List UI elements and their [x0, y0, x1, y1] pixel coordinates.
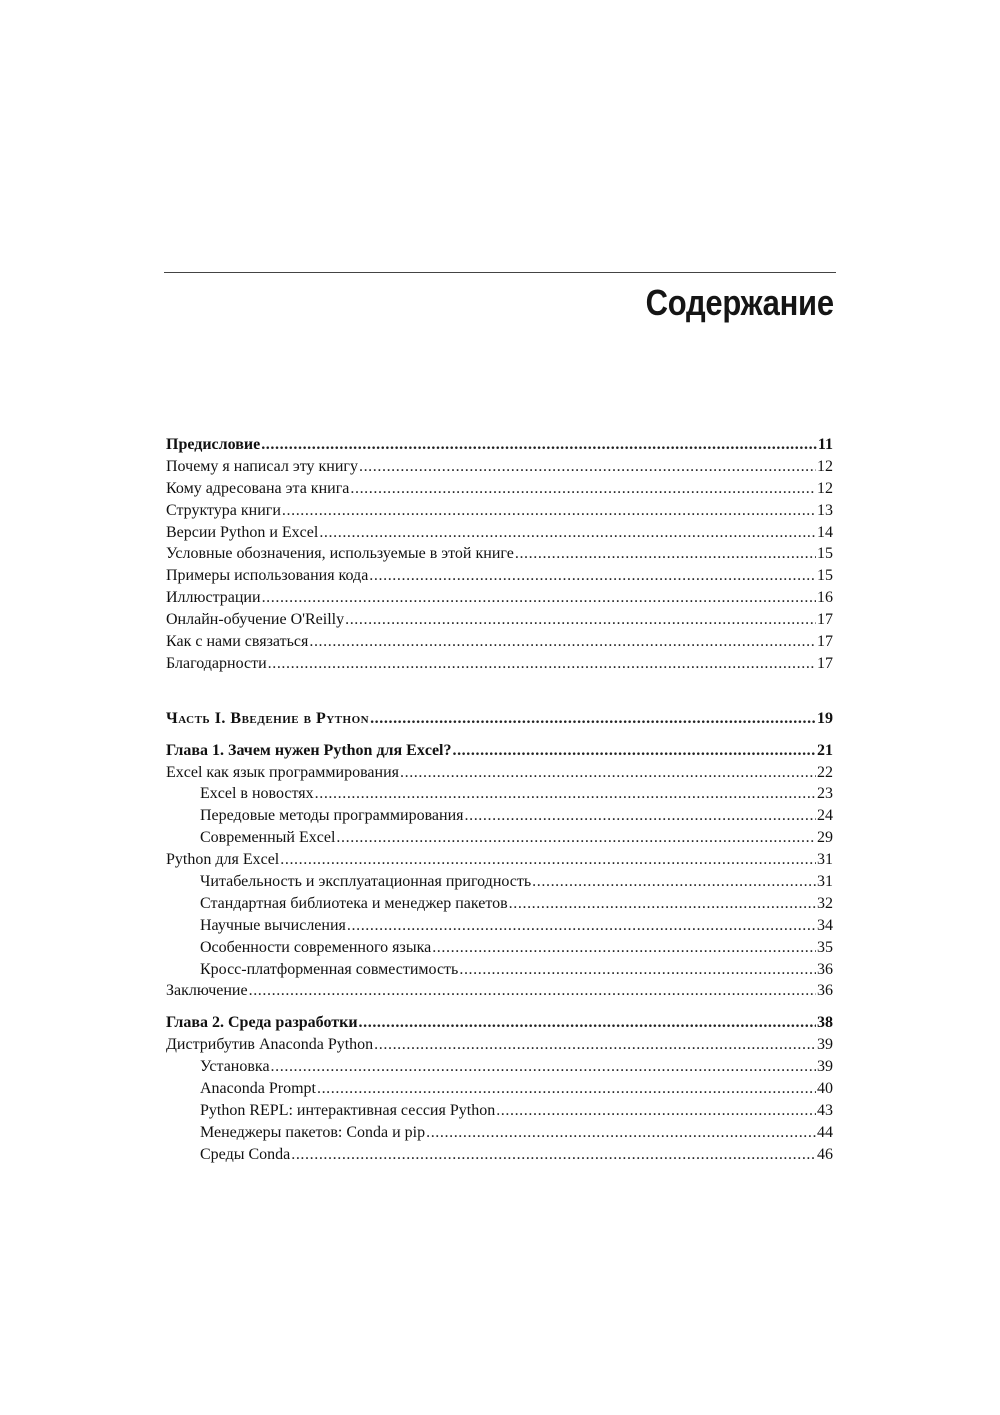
toc-entry-label: Глава 1. Зачем нужен Python для Excel? — [166, 741, 452, 759]
dot-leader — [262, 587, 816, 609]
dot-leader — [317, 1078, 816, 1100]
dot-leader — [374, 1034, 816, 1056]
toc-entry-label: Кому адресована эта книга — [166, 479, 350, 497]
spacer — [166, 675, 833, 708]
toc-entry-page: 15 — [817, 567, 833, 585]
dot-leader — [345, 609, 816, 631]
toc-entry-part-1[interactable] — [166, 708, 833, 730]
toc-entry-label: Excel как язык программирования — [166, 763, 399, 781]
page-title: Содержание — [645, 282, 834, 323]
toc-entry-preface[interactable] — [166, 434, 833, 456]
toc-entry[interactable] — [166, 1034, 833, 1056]
dot-leader — [347, 915, 816, 937]
toc-entry-label: Научные вычисления — [200, 916, 346, 934]
toc-entry-chapter-1[interactable] — [166, 740, 833, 762]
dot-leader — [400, 762, 816, 784]
toc-entry-page: 16 — [817, 589, 833, 607]
dot-leader — [532, 871, 816, 893]
toc-subentry[interactable] — [166, 1122, 833, 1144]
dot-leader — [359, 1012, 816, 1034]
toc-entry-label: Современный Excel — [200, 829, 336, 847]
toc-entry-label: Иллюстрации — [166, 589, 261, 607]
toc-entry-label: Как с нами связаться — [166, 633, 309, 651]
toc-subentry[interactable] — [166, 959, 833, 981]
header-rule — [164, 272, 836, 273]
toc-entry[interactable] — [166, 762, 833, 784]
toc-entry-page: 19 — [817, 709, 833, 727]
toc-entry-page: 39 — [817, 1058, 833, 1076]
dot-leader — [350, 478, 816, 500]
dot-leader — [319, 522, 816, 544]
toc-subentry[interactable] — [166, 827, 833, 849]
dot-leader — [459, 959, 816, 981]
dot-leader — [452, 740, 816, 762]
toc-entry[interactable] — [166, 980, 833, 1002]
toc-entry-page: 17 — [817, 611, 833, 629]
toc-entry-label: Онлайн-обучение O'Reilly — [166, 611, 345, 629]
dot-leader — [336, 827, 816, 849]
toc-entry[interactable] — [166, 609, 833, 631]
toc-entry-label: Читабельность и эксплуатационная пригодность — [200, 873, 532, 891]
toc-entry[interactable] — [166, 653, 833, 675]
toc-entry-page: 38 — [817, 1014, 833, 1032]
toc-subentry[interactable] — [166, 893, 833, 915]
toc-entry[interactable] — [166, 456, 833, 478]
spacer — [166, 1002, 833, 1012]
toc-entry-label: Особенности современного языка — [200, 938, 432, 956]
toc-entry-label: Предисловие — [166, 436, 261, 453]
toc-entry-label: Anaconda Prompt — [200, 1080, 316, 1098]
toc-entry-page: 46 — [817, 1145, 833, 1163]
toc-entry-page: 29 — [817, 829, 833, 847]
toc-entry[interactable] — [166, 565, 833, 587]
dot-leader — [291, 1144, 816, 1166]
toc-entry-page: 31 — [817, 851, 833, 869]
toc-entry-page: 13 — [817, 501, 833, 519]
dot-leader — [432, 937, 816, 959]
toc-subentry[interactable] — [166, 1056, 833, 1078]
toc-subentry[interactable] — [166, 937, 833, 959]
toc-entry-label: Среды Conda — [200, 1145, 291, 1163]
toc-entry-label: Установка — [200, 1058, 270, 1076]
toc-entry[interactable] — [166, 478, 833, 500]
dot-leader — [426, 1122, 816, 1144]
toc-entry-page: 11 — [817, 436, 833, 453]
toc-entry-label: Почему я написал эту книгу — [166, 457, 358, 475]
dot-leader — [370, 708, 816, 730]
toc-entry-page: 34 — [817, 916, 833, 934]
dot-leader — [261, 434, 817, 456]
dot-leader — [280, 849, 816, 871]
dot-leader — [271, 1056, 816, 1078]
toc-entry-label: Глава 2. Среда разработки — [166, 1014, 358, 1032]
toc-entry-page: 22 — [817, 763, 833, 781]
toc-subentry[interactable] — [166, 1144, 833, 1166]
toc-entry-label: Часть I. Введение в Python — [166, 709, 370, 727]
toc-entry-page: 17 — [817, 654, 833, 672]
toc-subentry[interactable] — [166, 1078, 833, 1100]
toc-entry-page: 24 — [817, 807, 833, 825]
dot-leader — [309, 631, 816, 653]
toc-subentry[interactable] — [166, 805, 833, 827]
toc-entry-label: Версии Python и Excel — [166, 523, 319, 541]
dot-leader — [249, 980, 816, 1002]
toc-entry-page: 40 — [817, 1080, 833, 1098]
toc-entry-page: 32 — [817, 894, 833, 912]
toc-entry-page: 12 — [817, 479, 833, 497]
toc-entry-label: Стандартная библиотека и менеджер пакетов — [200, 894, 508, 912]
toc-entry-label: Python REPL: интерактивная сессия Python — [200, 1101, 496, 1119]
toc-entry-page: 36 — [817, 982, 833, 1000]
toc-entry-label: Менеджеры пакетов: Conda и pip — [200, 1123, 426, 1141]
toc-entry-label: Благодарности — [166, 654, 267, 672]
toc-subentry[interactable] — [166, 915, 833, 937]
toc-entry-page: 14 — [817, 523, 833, 541]
toc-entry-page: 15 — [817, 545, 833, 563]
toc-subentry[interactable] — [166, 871, 833, 893]
toc-entry-label: Примеры использования кода — [166, 567, 369, 585]
toc-entry-label: Кросс-платформенная совместимость — [200, 960, 459, 978]
table-of-contents — [166, 434, 833, 1166]
toc-entry-label: Python для Excel — [166, 851, 280, 869]
dot-leader — [359, 456, 816, 478]
dot-leader — [496, 1100, 816, 1122]
toc-entry[interactable] — [166, 587, 833, 609]
toc-entry-chapter-2[interactable] — [166, 1012, 833, 1034]
toc-entry-page: 17 — [817, 633, 833, 651]
toc-subentry[interactable] — [166, 783, 833, 805]
dot-leader — [509, 893, 816, 915]
toc-entry[interactable] — [166, 631, 833, 653]
toc-entry-label: Дистрибутив Anaconda Python — [166, 1036, 374, 1054]
toc-entry-label: Заключение — [166, 982, 248, 1000]
toc-entry[interactable] — [166, 543, 833, 565]
toc-entry-page: 43 — [817, 1101, 833, 1119]
dot-leader — [515, 543, 816, 565]
toc-entry-page: 39 — [817, 1036, 833, 1054]
spacer — [166, 730, 833, 740]
dot-leader — [369, 565, 816, 587]
dot-leader — [268, 653, 816, 675]
toc-entry[interactable] — [166, 522, 833, 544]
toc-entry-page: 31 — [817, 873, 833, 891]
toc-entry-page: 23 — [817, 785, 833, 803]
toc-entry-label: Передовые методы программирования — [200, 807, 464, 825]
dot-leader — [315, 783, 816, 805]
toc-entry-label: Структура книги — [166, 501, 281, 519]
toc-entry[interactable] — [166, 849, 833, 871]
dot-leader — [465, 805, 817, 827]
toc-entry-page: 36 — [817, 960, 833, 978]
toc-entry-page: 12 — [817, 457, 833, 475]
toc-entry[interactable] — [166, 500, 833, 522]
toc-entry-page: 35 — [817, 938, 833, 956]
toc-entry-page: 44 — [817, 1123, 833, 1141]
dot-leader — [282, 500, 816, 522]
toc-entry-page: 21 — [817, 741, 833, 759]
toc-entry-label: Excel в новостях — [200, 785, 314, 803]
toc-entry-label: Условные обозначения, используемые в этой книге — [166, 545, 514, 563]
toc-subentry[interactable] — [166, 1100, 833, 1122]
